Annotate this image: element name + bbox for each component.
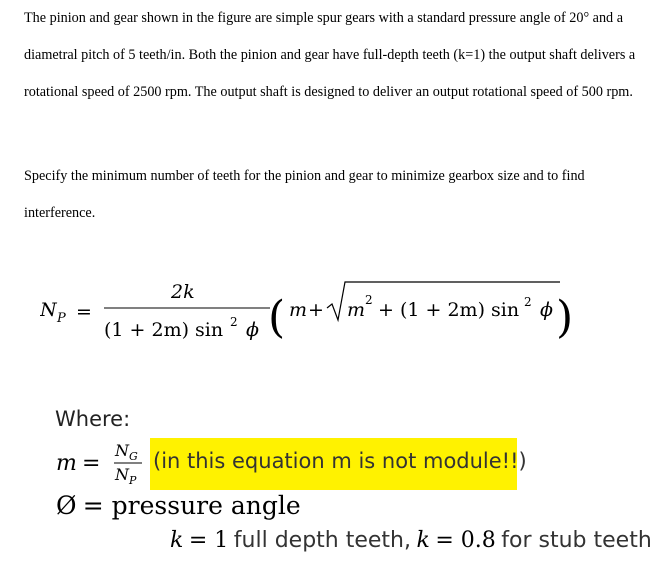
module-note: (in this equation m is not module!!) bbox=[153, 449, 527, 473]
k2-equals: = bbox=[435, 528, 461, 553]
m-num-sub: G bbox=[129, 450, 138, 463]
k1-text: full depth teeth, bbox=[233, 528, 411, 553]
eq-radicand-tail: + (1 + 2m) sin bbox=[378, 299, 520, 321]
eq-lhs-sub: P bbox=[57, 311, 66, 326]
m-den-sub: P bbox=[129, 474, 137, 487]
eq-numerator: 2k bbox=[171, 281, 195, 303]
pressure-angle-text: pressure angle bbox=[111, 491, 301, 520]
k1-equals: = bbox=[188, 528, 215, 553]
eq-plus: + bbox=[308, 299, 324, 321]
k2-value: 0.8 bbox=[460, 528, 496, 553]
problem-paragraph-1: The pinion and gear shown in the figure are simple spur gears with a standard pressure angle of 20° and a diametral pitch of 5 teeth/in. Both the pinion and gear have full-depth teeth (k=1) the output shaft delivers a rotational speed of 2500 rpm. The output shaft is designed to deliver an output rotational speed of 500 rpm. bbox=[24, 10, 636, 100]
eq-m: m bbox=[289, 299, 308, 321]
m-den: N bbox=[115, 465, 129, 484]
eq-sin-squared: 2 bbox=[524, 295, 532, 309]
m-symbol: m bbox=[56, 451, 77, 476]
eq-lhs-n: N bbox=[40, 299, 57, 321]
k2-text: for stub teeth bbox=[501, 528, 652, 553]
eq-denominator: (1 + 2m) sin bbox=[104, 319, 224, 341]
k1-value: 1 bbox=[214, 528, 229, 553]
pinion-teeth-equation bbox=[40, 268, 660, 368]
eq-den-squared: 2 bbox=[230, 315, 238, 329]
problem-paragraph-2: Specify the minimum number of teeth for the pinion and gear to minimize gearbox size and to find interference. bbox=[24, 168, 585, 221]
where-label: Where: bbox=[55, 407, 131, 431]
k1-symbol: k bbox=[170, 528, 184, 553]
eq-m-squared: 2 bbox=[365, 293, 373, 307]
eq-open-paren: ( bbox=[268, 292, 286, 343]
eq-radicand-m: m bbox=[347, 299, 366, 321]
pressure-angle-equals: = bbox=[82, 491, 112, 520]
eq-equals: = bbox=[76, 301, 92, 323]
m-equals: = bbox=[82, 451, 101, 476]
eq-close-paren: ) bbox=[556, 292, 574, 343]
eq-den-phi: ϕ bbox=[246, 319, 259, 341]
m-definition bbox=[56, 436, 156, 492]
k-definition bbox=[170, 527, 652, 553]
m-num: N bbox=[115, 441, 129, 460]
k2-symbol: k bbox=[416, 528, 430, 553]
pressure-angle-definition bbox=[56, 491, 301, 521]
eq-radicand-phi: ϕ bbox=[540, 299, 553, 321]
pressure-angle-symbol: Ø bbox=[56, 491, 77, 520]
